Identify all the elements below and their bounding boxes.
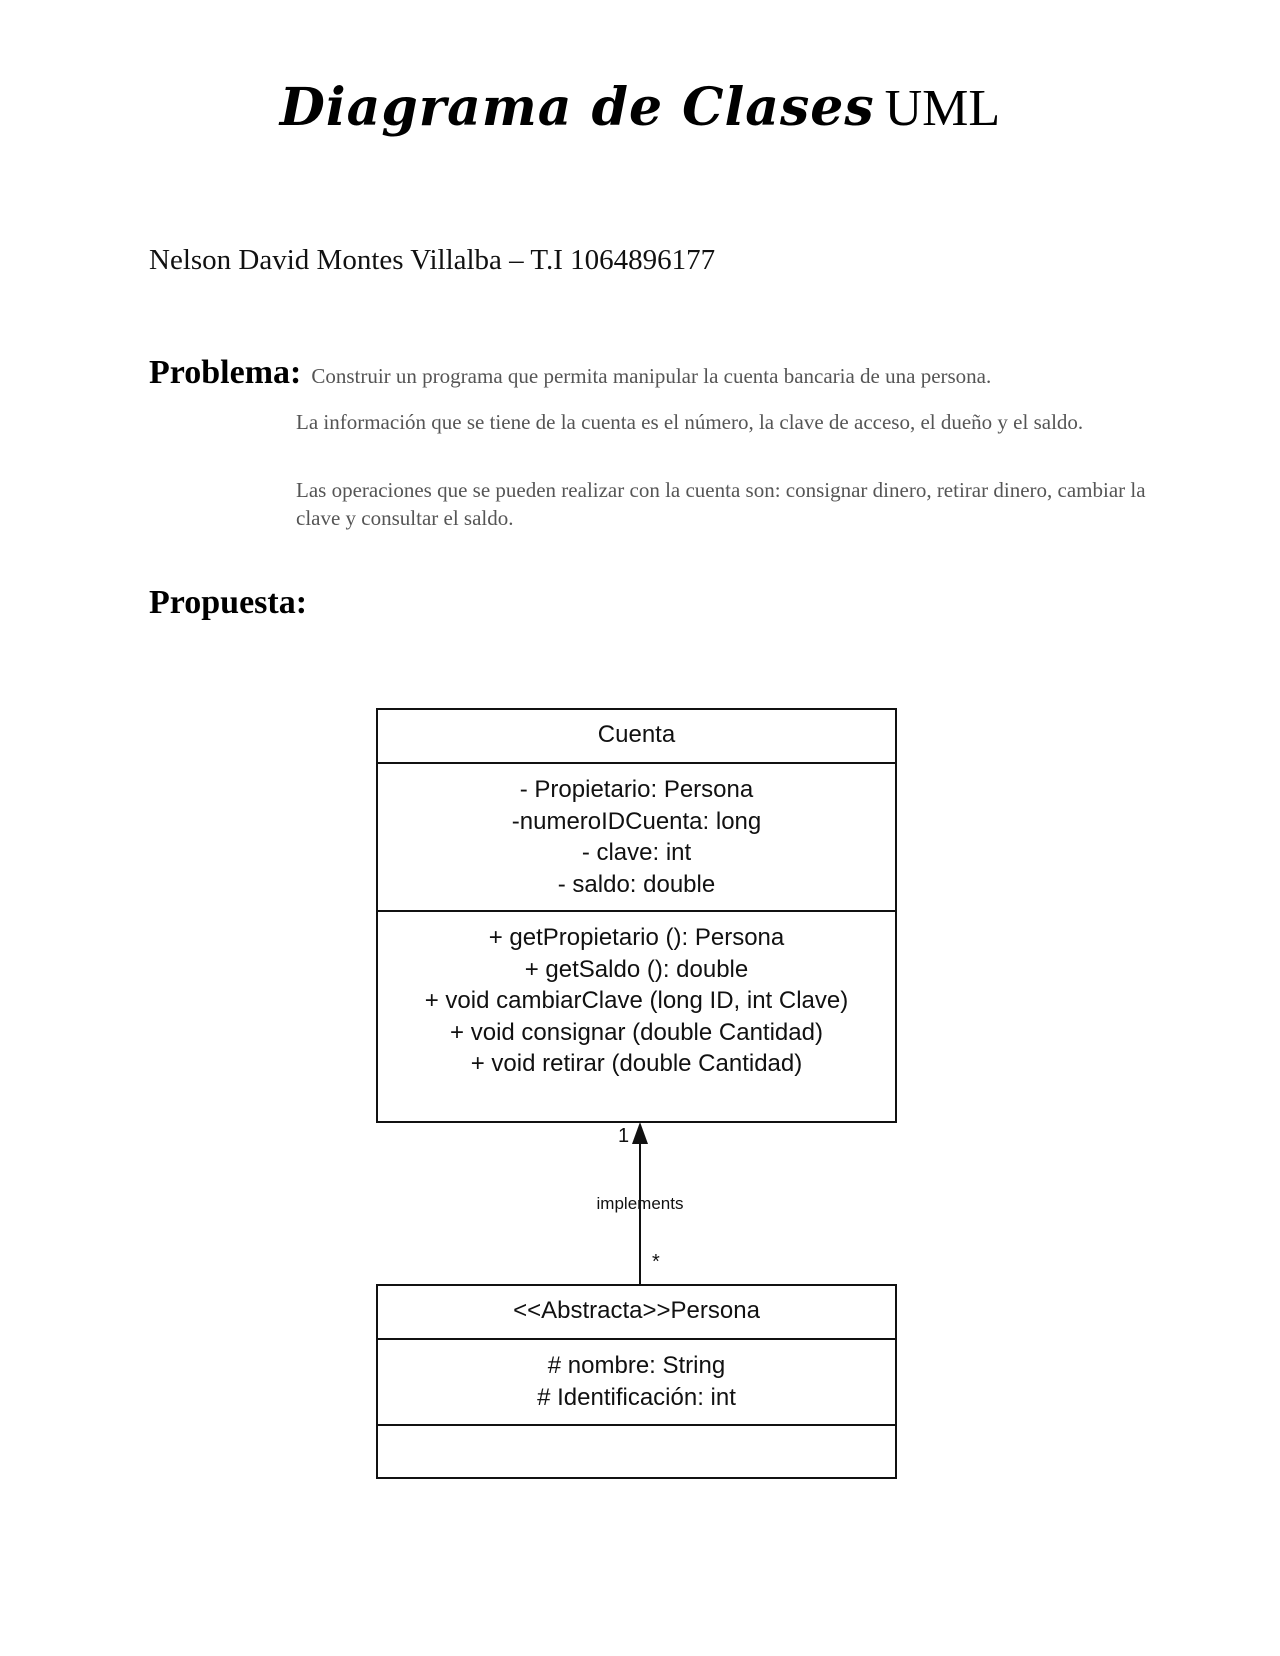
problem-label: Problema:	[149, 354, 302, 391]
class-attribute: - saldo: double	[557, 870, 716, 898]
multiplicity-top: 1	[618, 1125, 630, 1147]
class-name: <<Abstracta>>Persona	[378, 1286, 895, 1340]
association-label: implements	[596, 1194, 684, 1213]
arrowhead-icon	[632, 1122, 648, 1144]
class-attribute: # nombre: String	[547, 1352, 726, 1379]
class-method: + void retirar (double Cantidad)	[470, 1050, 803, 1077]
class-name: Cuenta	[378, 710, 895, 764]
problem-paragraph: Las operaciones que se pueden realizar con la cuenta son: consignar dinero, retirar dinero, cambiar la clave y consultar el saldo.	[296, 478, 1146, 530]
proposal-label: Propuesta:	[149, 584, 308, 621]
multiplicity-bottom: *	[652, 1251, 660, 1273]
class-attribute: - clave: int	[581, 839, 692, 866]
class-method: + getPropietario (): Persona	[488, 924, 785, 951]
author-line: Nelson David Montes Villalba – T.I 1064896177	[149, 244, 716, 276]
class-attributes	[378, 1340, 895, 1426]
page-title	[0, 78, 1280, 139]
class-attribute: # Identificación: int	[537, 1383, 736, 1411]
class-method: + getSaldo (): double	[524, 955, 749, 983]
problem-statement: Construir un programa que permita manipular la cuenta bancaria de una persona.	[311, 364, 992, 388]
class-attribute: -numeroIDCuenta: long	[511, 807, 762, 835]
problem-heading-row	[149, 354, 991, 392]
class-methods-empty	[378, 1426, 895, 1478]
uml-class-persona	[376, 1284, 897, 1479]
class-methods	[378, 912, 895, 1080]
problem-paragraph: La información que se tiene de la cuenta es el número, la clave de acceso, el dueño y el saldo.	[296, 410, 1084, 434]
class-attributes	[378, 764, 895, 912]
class-attribute: - Propietario: Persona	[519, 776, 754, 803]
title-plain-text: UML	[884, 80, 1001, 137]
uml-class-cuenta	[376, 708, 897, 1123]
title-decorative-text: Diagrama de Clases	[279, 77, 875, 138]
association-connector	[560, 1120, 720, 1286]
class-method: + void consignar (double Cantidad)	[450, 1018, 823, 1046]
class-method: + void cambiarClave (long ID, int Clave)	[424, 987, 849, 1014]
